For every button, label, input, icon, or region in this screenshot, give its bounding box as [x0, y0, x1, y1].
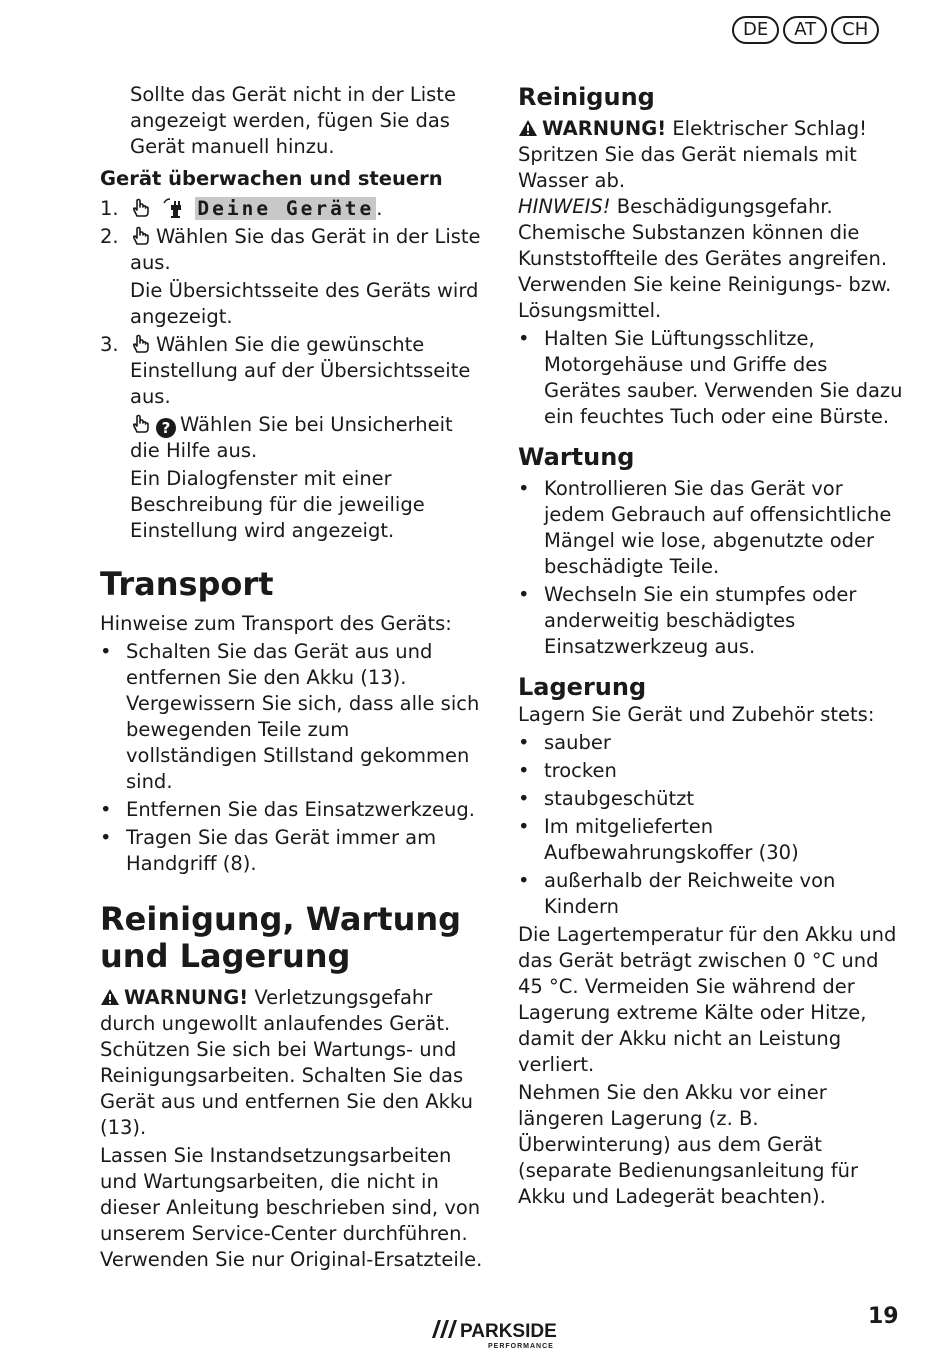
step-1-number: 1.	[100, 197, 119, 220]
step-3-help-text: Wählen Sie bei Unsicherheit die Hilfe aus.	[130, 413, 453, 462]
storage-bullet-4: Im mitgelieferten Aufbewahrungskoffer (30)	[544, 815, 799, 864]
transport-intro: Hinweise zum Transport des Geräts:	[100, 612, 452, 635]
list-item	[518, 868, 903, 920]
tap-hand-icon	[130, 198, 152, 218]
storage-title: Lagerung	[518, 673, 647, 701]
storage-temperature: Die Lagertemperatur für den Akku und das Gerät beträgt zwischen 0 °C und 45 °C. Vermeiden Sie während der Lagerung extreme Kälte oder Hitze, damit der Akku nicht an Leistung verliert.	[518, 923, 897, 1076]
transport-bullet-2: Entfernen Sie das Einsatzwerkzeug.	[126, 798, 475, 821]
right-column	[518, 82, 903, 1210]
bullet-dot: •	[518, 583, 530, 606]
storage-bullet-3: staubgeschützt	[544, 787, 694, 810]
bullet-dot: •	[100, 640, 112, 663]
bullet-dot: •	[518, 869, 530, 892]
warning-triangle-icon	[100, 988, 120, 1006]
step-2-result: Die Übersichtsseite des Geräts wird angezeigt.	[130, 279, 479, 328]
list-item	[518, 476, 903, 580]
tap-hand-icon	[130, 334, 152, 354]
step-2-text: Wählen Sie das Gerät in der Liste aus.	[130, 225, 481, 274]
step-3-help	[100, 412, 485, 464]
maintenance-bullet-1: Kontrollieren Sie das Gerät vor jedem Gebrauch auf offensichtliche Mängel wie lose, abgenutzte oder beschädigte Teile.	[544, 477, 892, 578]
step-3	[100, 332, 485, 410]
device-icon	[162, 197, 186, 219]
list-item	[518, 758, 903, 784]
bullet-dot: •	[100, 826, 112, 849]
bullet-dot: •	[100, 798, 112, 821]
transport-bullet-1: Schalten Sie das Gerät aus und entfernen Sie den Akku (13). Vergewissern Sie sich, dass alle sich bewegenden Teile zum vollständigen Stillstand gekommen sind.	[126, 640, 480, 793]
cleaning-bullet-1: Halten Sie Lüftungsschlitze, Motorgehäuse und Griffe des Gerätes sauber. Verwenden Sie dazu ein feuchtes Tuch oder eine Bürste.	[544, 327, 903, 428]
transport-bullet-3: Tragen Sie das Gerät immer am Handgriff (8).	[126, 826, 437, 875]
care-warning-label: WARNUNG!	[124, 986, 249, 1009]
cleaning-title: Reinigung	[518, 83, 655, 111]
tap-hand-icon	[130, 414, 152, 434]
cleaning-warning-label: WARNUNG!	[542, 117, 667, 140]
step-1	[100, 196, 485, 222]
list-item	[518, 582, 903, 660]
cleaning-warning-text: Elektrischer Schlag! Spritzen Sie das Gerät niemals mit Wasser ab.	[518, 117, 867, 192]
care-paragraph: Lassen Sie Instandsetzungsarbeiten und Wartungsarbeiten, die nicht in dieser Anleitung beschrieben sind, von unserem Service-Center durchführen. Verwenden Sie nur Original-Ersatzteile.	[100, 1144, 483, 1271]
storage-intro: Lagern Sie Gerät und Zubehör stets:	[518, 703, 875, 726]
list-item	[100, 639, 485, 795]
storage-battery: Nehmen Sie den Akku vor einer längeren Lagerung (z. B. Überwinterung) aus dem Gerät (separate Bedienungsanleitung für Akku und Ladegerät beachten).	[518, 1081, 859, 1208]
care-warning-text: Verletzungsgefahr durch ungewollt anlaufendes Gerät. Schützen Sie sich bei Wartungs- und Reinigungsarbeiten. Schalten Sie das Gerät aus und entfernen Sie den Akku (13).	[100, 986, 473, 1139]
gui-label-devices: Deine Geräte	[197, 197, 375, 220]
storage-bullet-5: außerhalb der Reichweite von Kindern	[544, 869, 836, 918]
storage-bullet-2: trocken	[544, 759, 617, 782]
list-item	[518, 326, 903, 430]
list-item	[100, 797, 485, 823]
cleaning-note-text: Beschädigungsgefahr. Chemische Substanzen können die Kunststoffteile des Gerätes angreifen. Verwenden Sie keine Reinigungs- bzw. Lösungsmittel.	[518, 195, 892, 322]
bullet-dot: •	[518, 759, 530, 782]
brand-subline: PERFORMANCE	[488, 1343, 554, 1350]
list-item	[518, 786, 903, 812]
language-badge-at: AT	[783, 16, 827, 44]
step-3-text: Wählen Sie die gewünschte Einstellung auf der Übersichtsseite aus.	[130, 333, 471, 408]
transport-title: Transport	[100, 565, 274, 603]
maintenance-bullet-2: Wechseln Sie ein stumpfes oder anderweitig beschädigtes Einsatzwerkzeug aus.	[544, 583, 857, 658]
language-badge-de: DE	[732, 16, 779, 44]
cleaning-warning	[518, 116, 903, 194]
language-badges	[732, 16, 879, 44]
step-2	[100, 224, 485, 276]
language-badge-ch: CH	[831, 16, 879, 44]
bullet-dot: •	[518, 731, 530, 754]
parkside-logo	[430, 1312, 590, 1352]
left-column	[100, 82, 485, 1273]
maintenance-title: Wartung	[518, 443, 635, 471]
care-warning	[100, 985, 485, 1141]
list-item	[518, 730, 903, 756]
cleaning-note	[518, 194, 903, 324]
warning-triangle-icon	[518, 119, 538, 137]
intro-paragraph: Sollte das Gerät nicht in der Liste angezeigt werden, fügen Sie das Gerät manuell hinzu.	[130, 83, 456, 158]
step-3-number: 3.	[100, 333, 119, 356]
page-number: 19	[868, 1304, 899, 1329]
brand-name: PARKSIDE	[460, 1321, 557, 1342]
bullet-dot: •	[518, 815, 530, 838]
tap-hand-icon	[130, 226, 152, 246]
step-1-period: .	[376, 197, 383, 220]
storage-bullet-1: sauber	[544, 731, 611, 754]
bullet-dot: •	[518, 477, 530, 500]
list-item	[518, 814, 903, 866]
step-3-result: Ein Dialogfenster mit einer Beschreibung für die jeweilige Einstellung wird angezeigt.	[130, 467, 425, 542]
bullet-dot: •	[518, 327, 530, 350]
step-2-number: 2.	[100, 225, 119, 248]
cleaning-note-label: HINWEIS!	[518, 195, 611, 218]
bullet-dot: •	[518, 787, 530, 810]
help-question-icon: ?	[156, 418, 176, 438]
list-item	[100, 825, 485, 877]
monitor-heading: Gerät überwachen und steuern	[100, 167, 443, 190]
care-title: Reinigung, Wartung und Lagerung	[100, 900, 462, 975]
